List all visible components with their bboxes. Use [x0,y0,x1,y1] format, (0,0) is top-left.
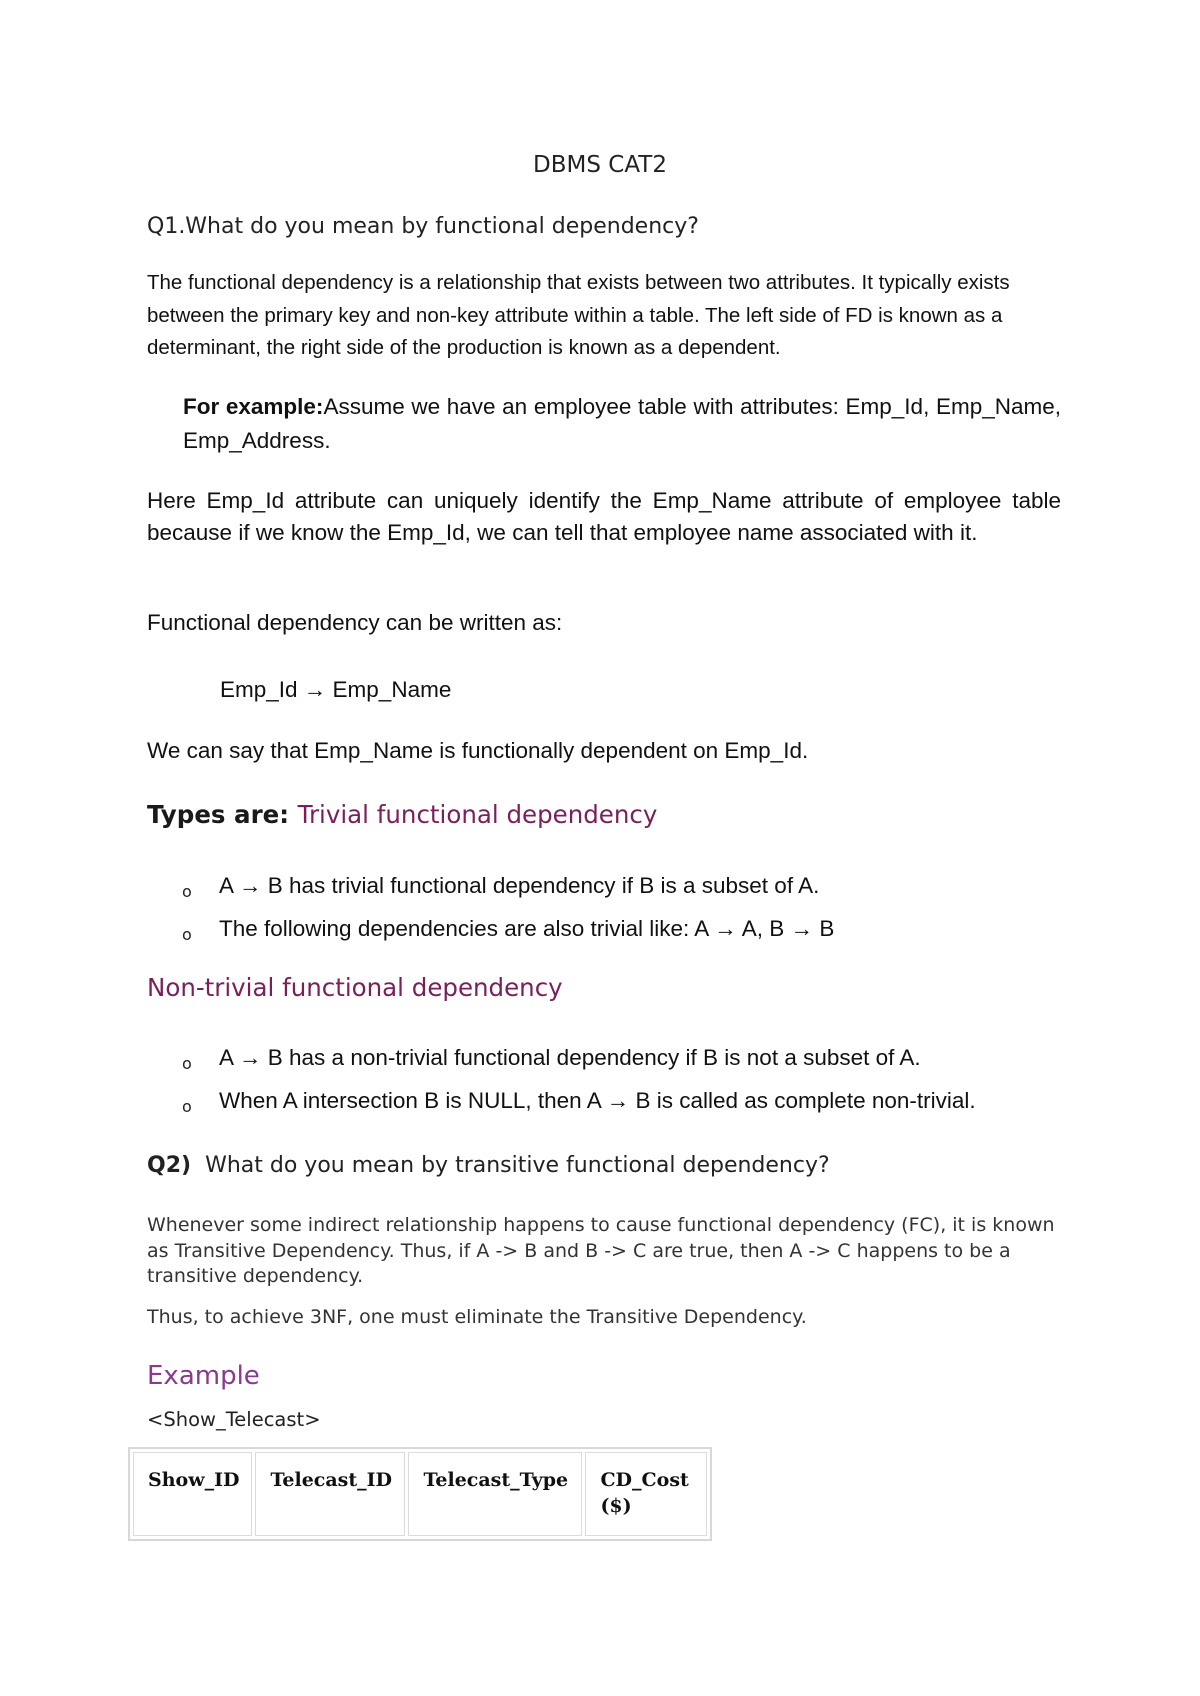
table-header-row [133,1452,707,1536]
column-header-telecast-id: Telecast_ID [255,1452,405,1536]
fd-conclusion: We can say that Emp_Name is functionally dependent on Emp_Id. [147,738,809,763]
table-name: <Show_Telecast> [147,1408,321,1431]
show-telecast-table [128,1447,712,1541]
list-item: A → B has trivial functional dependency if B is a subset of A. [219,873,820,898]
bullet-icon: o [182,1054,192,1073]
question-2 [147,1153,830,1178]
bullet-icon: o [182,1097,192,1116]
list-item: A → B has a non-trivial functional dependency if B is not a subset of A. [219,1045,921,1070]
example-text: Assume we have an employee table with attributes: Emp_Id, Emp_Name, Emp_Address. [183,394,1062,453]
trivial-heading: Trivial functional dependency [297,800,658,829]
example-heading: Example [147,1361,260,1391]
column-header-cd-cost: CD_Cost ($) [585,1452,707,1536]
bullet-icon: o [182,882,192,901]
bullet-icon: o [182,925,192,944]
example-paragraph [183,390,1061,458]
question-2-label: Q2) [147,1153,192,1178]
column-header-telecast-type: Telecast_Type [408,1452,582,1536]
fd-formula: Emp_Id → Emp_Name [220,677,452,702]
question-2-answer: Whenever some indirect relationship happens to cause functional dependency (FC), it is known as Transitive Dependency. Thus, if A -> B and B -> C are true, then A -> C happens to be a transitive dependency. [147,1214,1055,1287]
example-label: For example: [183,394,324,419]
fd-written-as: Functional dependency can be written as: [147,610,563,635]
nf-note: Thus, to achieve 3NF, one must eliminate the Transitive Dependency. [147,1306,807,1328]
list-item: The following dependencies are also trivial like: A → A, B → B [219,916,835,941]
nontrivial-heading: Non-trivial functional dependency [147,973,563,1002]
types-label: Types are: [147,800,298,829]
question-1-answer: The functional dependency is a relationship that exists between two attributes. It typically exists between the primary key and non-key attribute within a table. The left side of FD is known as a determinant, the right side of the production is known as a dependent. [147,271,1010,359]
example-explanation: Here Emp_Id attribute can uniquely identify the Emp_Name attribute of employee table because if we know the Emp_Id, we can tell that employee name associated with it. [147,488,1061,545]
column-header-show-id: Show_ID [133,1452,252,1536]
list-item: When A intersection B is NULL, then A → B is called as complete non-trivial. [219,1088,976,1113]
question-1: Q1.What do you mean by functional dependency? [147,214,699,239]
document-title: DBMS CAT2 [533,152,667,178]
question-2-text: What do you mean by transitive functional dependency? [205,1153,830,1178]
types-heading [147,800,657,829]
